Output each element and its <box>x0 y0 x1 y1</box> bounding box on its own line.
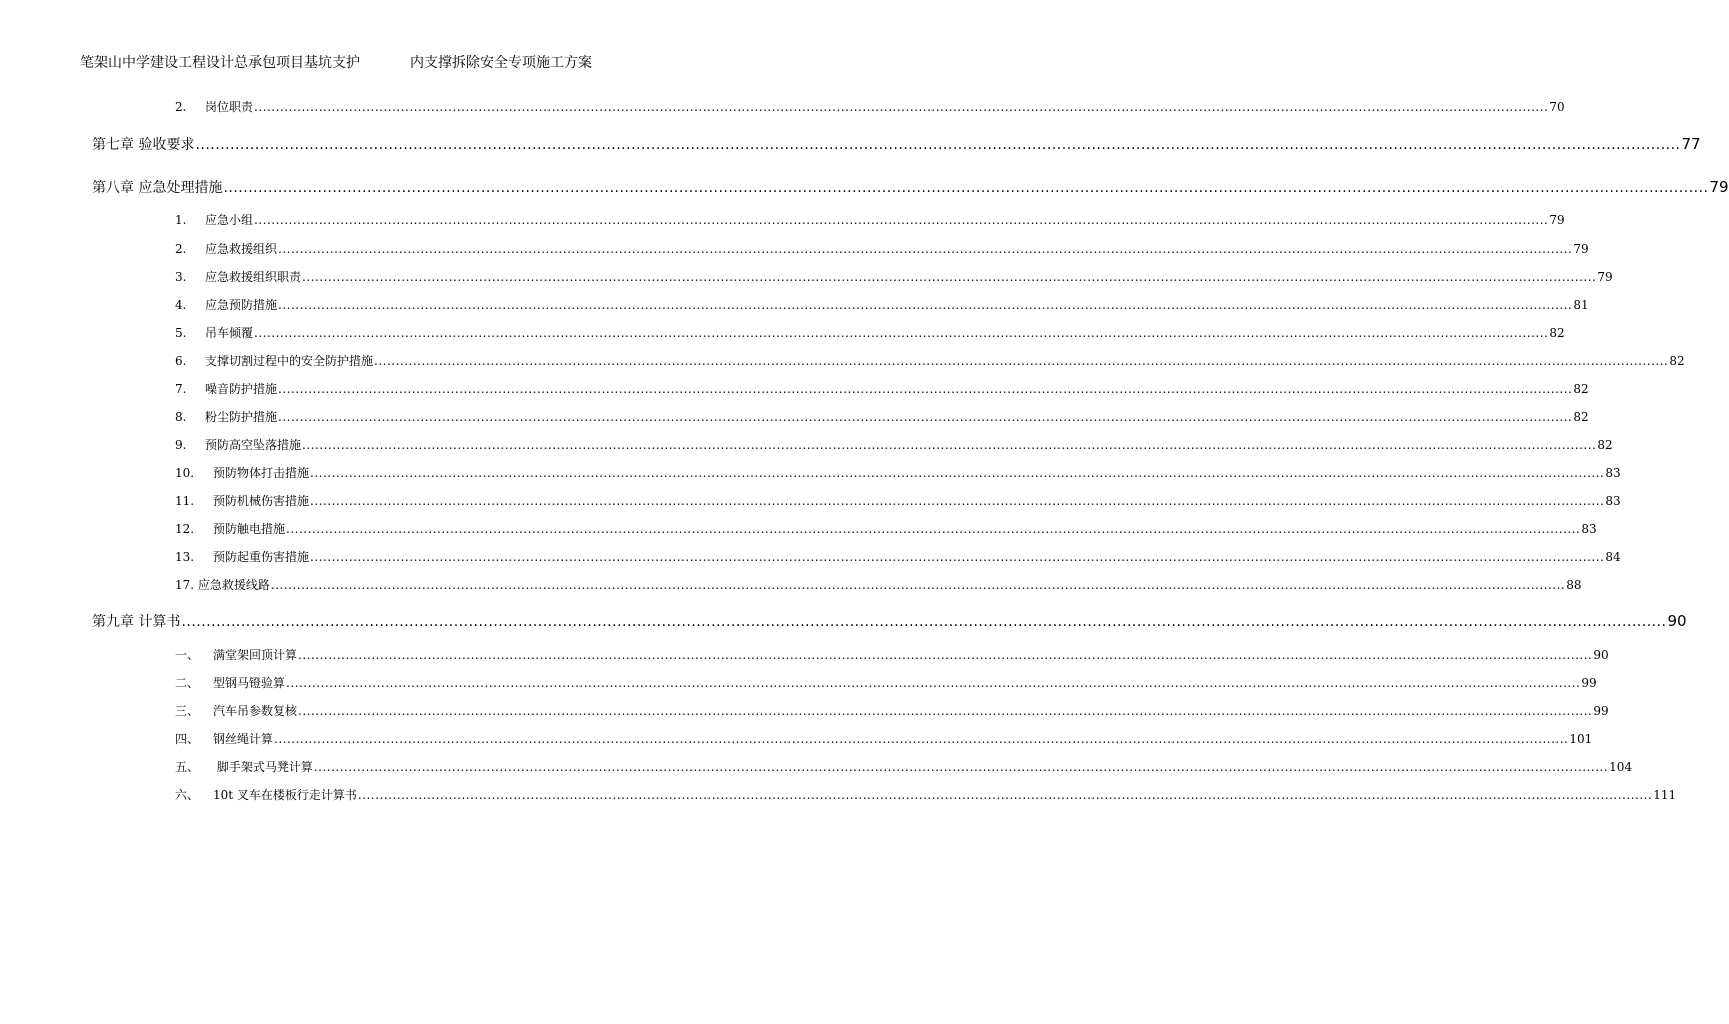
toc-item-number: 1. <box>175 213 187 227</box>
toc-item-label: 满堂架回顶计算 <box>213 648 298 662</box>
toc-dot-leader: ............................................................................................................................................................................................................................................................................................................ <box>298 648 1593 662</box>
toc-page-number: 82 <box>1549 326 1565 340</box>
toc-item[interactable] <box>175 674 1597 691</box>
toc-dot-leader: ............................................................................................................................................................................................................................................................................................................ <box>274 732 1569 746</box>
toc-page-number: 101 <box>1569 732 1593 746</box>
toc-item[interactable] <box>175 408 1589 425</box>
toc-item-label: 应急预防措施 <box>205 298 278 312</box>
toc-page-number: 83 <box>1581 522 1597 536</box>
toc-item-number: 5. <box>175 326 187 340</box>
toc-item[interactable] <box>175 380 1589 397</box>
toc-dot-leader: ............................................................................................................................................................................................................................................................................................................ <box>254 100 1549 114</box>
toc-item-label: 预防机械伤害措施 <box>213 494 310 508</box>
toc-item[interactable] <box>175 758 1633 775</box>
toc-item[interactable] <box>175 240 1589 257</box>
toc-item-label: 钢丝绳计算 <box>213 732 274 746</box>
toc-dot-leader: ............................................................................................................................................................................................................................................................................................................ <box>195 137 1681 153</box>
toc-item[interactable] <box>175 98 1565 115</box>
toc-dot-leader: ............................................................................................................................................................................................................................................................................................................ <box>270 578 1566 592</box>
toc-item[interactable] <box>175 702 1609 719</box>
toc-dot-leader: ............................................................................................................................................................................................................................................................................................................ <box>278 242 1573 256</box>
toc-item[interactable] <box>175 786 1677 803</box>
toc-chapter-label: 第九章 计算书 <box>92 614 181 630</box>
toc-item-label: 预防物体打击措施 <box>213 466 310 480</box>
toc-item[interactable] <box>175 324 1565 341</box>
toc-page-number: 79 <box>1709 178 1729 196</box>
toc-item[interactable] <box>175 520 1597 537</box>
toc-page-number: 90 <box>1593 648 1609 662</box>
toc-page-number: 88 <box>1566 578 1582 592</box>
toc-dot-leader: ............................................................................................................................................................................................................................................................................................................ <box>278 298 1573 312</box>
toc-page-number: 111 <box>1653 788 1677 802</box>
toc-page-number: 82 <box>1597 438 1613 452</box>
toc-item-label: 型钢马镫验算 <box>213 676 286 690</box>
toc-page-number: 83 <box>1605 466 1621 480</box>
header-document-title: 内支撑拆除安全专项施工方案 <box>410 55 592 71</box>
toc-item-number: 一、 <box>175 648 200 662</box>
toc-item[interactable] <box>175 576 1582 593</box>
toc-item-label: 脚手架式马凳计算 <box>213 760 313 774</box>
toc-dot-leader: ............................................................................................................................................................................................................................................................................................................ <box>286 522 1581 536</box>
toc-item-number: 11. <box>175 494 195 508</box>
toc-chapter-label: 第七章 验收要求 <box>92 137 195 153</box>
toc-item-number: 13. <box>175 550 195 564</box>
toc-page-number: 82 <box>1573 410 1589 424</box>
toc-item-number: 4. <box>175 298 187 312</box>
toc-item-number: 7. <box>175 382 187 396</box>
toc-item-label: 17. 应急救援线路 <box>175 578 270 592</box>
toc-page-number: 77 <box>1681 135 1701 153</box>
toc-item-label: 预防高空坠落措施 <box>205 438 302 452</box>
header-project-title: 笔架山中学建设工程设计总承包项目基坑支护 <box>80 55 360 71</box>
toc-chapter[interactable] <box>92 177 1729 197</box>
toc-item[interactable] <box>175 296 1589 313</box>
toc-item-number: 三、 <box>175 704 200 718</box>
toc-item[interactable] <box>175 352 1685 369</box>
toc-chapter[interactable] <box>92 134 1701 154</box>
toc-dot-leader: ............................................................................................................................................................................................................................................................................................................ <box>310 550 1605 564</box>
toc-item-label: 应急救援组织 <box>205 242 278 256</box>
toc-page-number: 79 <box>1549 213 1565 227</box>
toc-page-number: 82 <box>1573 382 1589 396</box>
toc-page-number: 99 <box>1593 704 1609 718</box>
toc-item-number: 9. <box>175 438 187 452</box>
toc-item[interactable] <box>175 646 1609 663</box>
toc-item-label: 吊车倾覆 <box>205 326 254 340</box>
toc-item[interactable] <box>175 730 1593 747</box>
toc-page-number: 79 <box>1597 270 1613 284</box>
toc-item-label: 汽车吊参数复核 <box>213 704 298 718</box>
toc-page-number: 79 <box>1573 242 1589 256</box>
toc-page-number: 99 <box>1581 676 1597 690</box>
toc-item-number: 四、 <box>175 732 200 746</box>
toc-dot-leader: ............................................................................................................................................................................................................................................................................................................ <box>302 438 1597 452</box>
toc-dot-leader: ............................................................................................................................................................................................................................................................................................................ <box>357 788 1653 802</box>
toc-dot-leader: ............................................................................................................................................................................................................................................................................................................ <box>286 676 1581 690</box>
toc-item-label: 应急救援组织职责 <box>205 270 302 284</box>
toc-dot-leader: ............................................................................................................................................................................................................................................................................................................ <box>302 270 1597 284</box>
toc-dot-leader: ............................................................................................................................................................................................................................................................................................................ <box>278 382 1573 396</box>
toc-page-number: 70 <box>1549 100 1565 114</box>
toc-item-number: 6. <box>175 354 187 368</box>
toc-dot-leader: ............................................................................................................................................................................................................................................................................................................ <box>181 614 1667 630</box>
toc-item[interactable] <box>175 211 1565 228</box>
toc-item[interactable] <box>175 436 1613 453</box>
toc-item-label: 预防触电措施 <box>213 522 286 536</box>
toc-item-number: 五、 <box>175 760 200 774</box>
toc-page-number: 90 <box>1667 612 1687 630</box>
toc-item-label: 预防起重伤害措施 <box>213 550 310 564</box>
toc-dot-leader: ............................................................................................................................................................................................................................................................................................................ <box>298 704 1593 718</box>
toc-item-number: 2. <box>175 100 187 114</box>
toc-dot-leader: ............................................................................................................................................................................................................................................................................................................ <box>278 410 1573 424</box>
toc-item[interactable] <box>175 464 1621 481</box>
toc-item-number: 二、 <box>175 676 200 690</box>
toc-page-number: 84 <box>1605 550 1621 564</box>
toc-item-number: 12. <box>175 522 195 536</box>
toc-chapter[interactable] <box>92 611 1687 631</box>
toc-item-label: 10t 叉车在楼板行走计算书 <box>213 788 357 802</box>
toc-dot-leader: ............................................................................................................................................................................................................................................................................................................ <box>310 494 1605 508</box>
toc-item-number: 六、 <box>175 788 200 802</box>
toc-item[interactable] <box>175 548 1621 565</box>
toc-page-number: 104 <box>1609 760 1633 774</box>
page-header <box>80 52 640 72</box>
toc-page-number: 81 <box>1573 298 1589 312</box>
toc-item-label: 岗位职责 <box>205 100 254 114</box>
toc-item-label: 支撑切割过程中的安全防护措施 <box>205 354 374 368</box>
toc-item[interactable] <box>175 268 1613 285</box>
toc-page-number: 82 <box>1669 354 1685 368</box>
toc-dot-leader: ............................................................................................................................................................................................................................................................................................................ <box>374 354 1669 368</box>
toc-dot-leader: ............................................................................................................................................................................................................................................................................................................ <box>254 326 1549 340</box>
toc-dot-leader: ............................................................................................................................................................................................................................................................................................................ <box>223 180 1709 196</box>
toc-item-number: 2. <box>175 242 187 256</box>
toc-item-number: 8. <box>175 410 187 424</box>
toc-item-number: 10. <box>175 466 195 480</box>
toc-item-label: 粉尘防护措施 <box>205 410 278 424</box>
toc-dot-leader: ............................................................................................................................................................................................................................................................................................................ <box>310 466 1605 480</box>
toc-page-number: 83 <box>1605 494 1621 508</box>
toc-item[interactable] <box>175 492 1621 509</box>
toc-item-number: 3. <box>175 270 187 284</box>
toc-dot-leader: ............................................................................................................................................................................................................................................................................................................ <box>254 213 1549 227</box>
toc-dot-leader: ............................................................................................................................................................................................................................................................................................................ <box>313 760 1609 774</box>
toc-item-label: 噪音防护措施 <box>205 382 278 396</box>
toc-chapter-label: 第八章 应急处理措施 <box>92 180 223 196</box>
toc-item-label: 应急小组 <box>205 213 254 227</box>
